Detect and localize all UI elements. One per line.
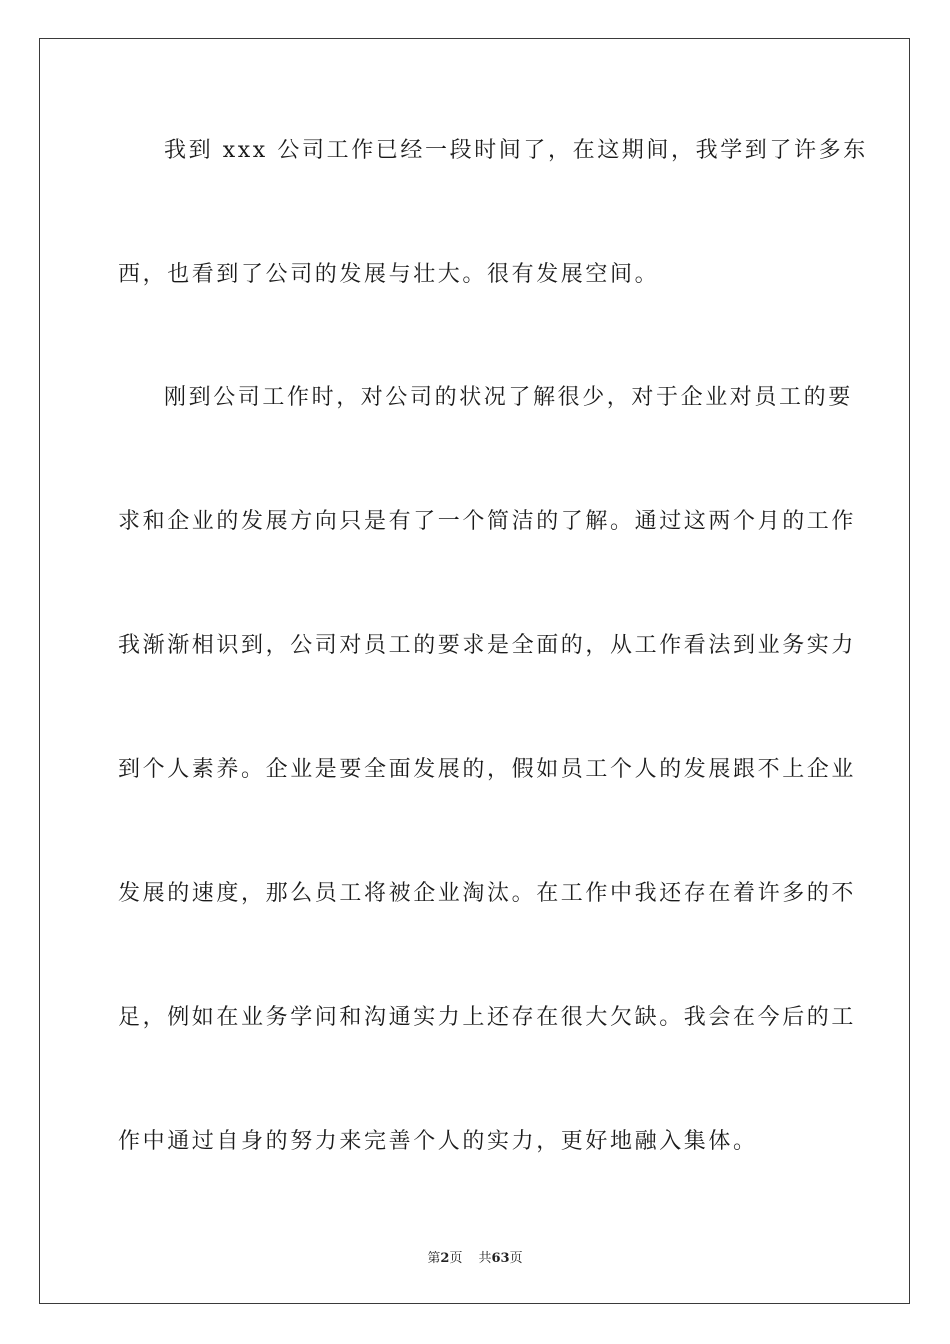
paragraph-1-line-2: 西，也看到了公司的发展与壮大。很有发展空间。 [118, 262, 660, 287]
paragraph-2-line-6: 足，例如在业务学问和沟通实力上还存在很大欠缺。我会在今后的工 [118, 1005, 857, 1030]
total-prefix: 共 [478, 1251, 492, 1266]
page-suffix: 页 [449, 1251, 463, 1266]
page-prefix: 第 [427, 1251, 441, 1266]
paragraph-2-line-3: 我渐渐相识到，公司对员工的要求是全面的，从工作看法到业务实力 [118, 633, 857, 658]
page-footer [0, 1247, 950, 1266]
paragraph-1-line-1: 我到 xxx 公司工作已经一段时间了，在这期间，我学到了许多东 [164, 138, 868, 163]
paragraph-2-line-7: 作中通过自身的努力来完善个人的实力，更好地融入集体。 [118, 1129, 758, 1154]
total-suffix: 页 [509, 1251, 523, 1266]
total-pages: 63 [491, 1251, 510, 1266]
paragraph-2-line-1: 刚到公司工作时，对公司的状况了解很少，对于企业对员工的要 [164, 385, 853, 410]
paragraph-2-line-2: 求和企业的发展方向只是有了一个简洁的了解。通过这两个月的工作 [118, 509, 857, 534]
paragraph-2-line-4: 到个人素养。企业是要全面发展的，假如员工个人的发展跟不上企业 [118, 757, 857, 782]
page-border [39, 38, 910, 1304]
page-number: 2 [440, 1251, 450, 1266]
paragraph-2-line-5: 发展的速度，那么员工将被企业淘汰。在工作中我还存在着许多的不 [118, 881, 857, 906]
